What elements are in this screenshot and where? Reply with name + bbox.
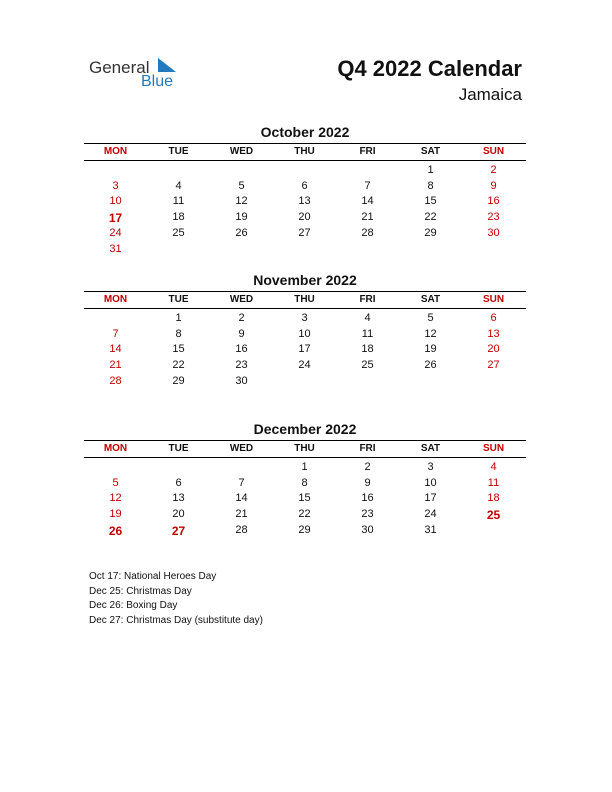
day-cell: 13 (487, 327, 500, 340)
page-title: Q4 2022 Calendar (337, 56, 522, 81)
weekday-header: WED (229, 294, 254, 305)
day-cell: 4 (364, 312, 371, 324)
weekday-header: SAT (420, 443, 441, 454)
day-cell: 29 (424, 226, 437, 239)
holiday-list (89, 571, 263, 629)
day-cell: 13 (298, 195, 311, 208)
page-subtitle: Jamaica (458, 85, 522, 104)
day-cell: 27 (171, 523, 186, 538)
day-cell: 14 (109, 343, 122, 356)
day-cell: 19 (109, 508, 122, 521)
weekday-header: SAT (420, 294, 441, 305)
day-cell: 15 (172, 343, 185, 356)
holiday-item: Dec 25: Christmas Day (89, 585, 192, 597)
day-cell: 5 (112, 476, 119, 489)
day-cell: 16 (361, 492, 374, 505)
weekday-header: SUN (482, 443, 505, 454)
day-cell: 30 (361, 523, 374, 536)
day-cell: 27 (487, 359, 500, 372)
weekday-header: FRI (359, 146, 376, 157)
month-title: October 2022 (260, 124, 350, 140)
day-cell: 23 (361, 508, 374, 521)
day-cell: 27 (298, 226, 311, 239)
weekday-header: SUN (482, 294, 505, 305)
day-cell: 9 (238, 327, 245, 340)
day-cell: 12 (235, 195, 248, 208)
weekday-header-row (84, 143, 526, 161)
day-cell: 21 (235, 508, 248, 521)
day-cell: 18 (361, 343, 374, 356)
day-cell: 4 (175, 179, 182, 192)
day-cell: 17 (298, 343, 311, 356)
day-cell: 18 (487, 492, 500, 505)
weekday-header: MON (103, 294, 128, 305)
day-cell: 9 (490, 179, 497, 192)
day-cell: 26 (108, 523, 123, 538)
generalblue-logo (89, 56, 189, 92)
weekday-header-row (84, 440, 526, 458)
weekday-header: MON (103, 146, 128, 157)
day-cell: 20 (172, 508, 185, 521)
weekday-header: TUE (168, 443, 189, 454)
holiday-item: Oct 17: National Heroes Day (89, 571, 217, 582)
weekday-header: FRI (359, 294, 376, 305)
day-cell: 6 (175, 476, 182, 489)
day-cell: 8 (175, 327, 182, 340)
weekday-header-row (84, 291, 526, 309)
weekday-header: SAT (420, 146, 441, 157)
day-cell: 28 (235, 523, 248, 536)
day-cell: 5 (427, 312, 434, 324)
day-cell: 14 (361, 195, 374, 208)
day-cell: 10 (109, 195, 122, 208)
day-cell: 11 (487, 476, 500, 489)
day-cell: 17 (424, 492, 437, 505)
day-cell: 25 (172, 226, 185, 239)
day-cell: 22 (424, 211, 437, 224)
day-cell: 28 (109, 374, 122, 387)
day-cell: 22 (298, 508, 311, 521)
day-cell: 21 (361, 211, 374, 224)
day-cell: 7 (238, 476, 245, 489)
day-cell: 16 (235, 343, 248, 356)
day-cell: 4 (490, 461, 497, 473)
day-cell: 2 (490, 164, 497, 176)
day-cell: 8 (427, 179, 434, 192)
day-cell: 12 (424, 327, 437, 340)
day-cell: 31 (424, 523, 437, 536)
day-cell: 31 (109, 242, 122, 255)
weekday-header: THU (294, 146, 315, 157)
day-cell: 11 (361, 327, 374, 340)
day-cell: 29 (298, 523, 311, 536)
day-cell: 20 (487, 343, 500, 356)
day-cell: 25 (361, 359, 374, 372)
day-cell: 16 (487, 195, 500, 208)
day-cell: 29 (172, 374, 185, 387)
day-cell: 1 (175, 312, 182, 324)
day-cell: 6 (301, 179, 308, 192)
day-cell: 12 (109, 492, 122, 505)
logo-text-blue: Blue (141, 73, 174, 90)
day-cell: 24 (424, 508, 437, 521)
day-cell: 19 (424, 343, 437, 356)
day-cell: 14 (235, 492, 248, 505)
day-cell: 1 (427, 164, 434, 176)
weekday-header: SUN (482, 146, 505, 157)
day-cell: 25 (486, 508, 501, 523)
weekday-header: MON (103, 443, 128, 454)
day-cell: 2 (238, 312, 245, 324)
weekday-header: WED (229, 443, 254, 454)
holiday-item: Dec 26: Boxing Day (89, 600, 178, 611)
day-cell: 1 (301, 461, 308, 473)
day-cell: 15 (424, 195, 437, 208)
day-cell: 26 (235, 226, 248, 239)
day-cell: 23 (487, 211, 500, 224)
weekday-header: THU (294, 443, 315, 454)
month-title: November 2022 (253, 272, 357, 288)
day-cell: 11 (172, 195, 185, 208)
weekday-header: FRI (359, 443, 376, 454)
day-cell: 15 (298, 492, 311, 505)
logo-triangle-icon (158, 58, 178, 74)
day-cell: 23 (235, 359, 248, 372)
day-cell: 30 (487, 226, 500, 239)
day-cell: 3 (301, 312, 308, 324)
day-cell: 24 (109, 226, 122, 239)
day-cell: 8 (301, 476, 308, 489)
weekday-header: THU (294, 294, 315, 305)
weekday-header: TUE (168, 294, 189, 305)
day-cell: 28 (361, 226, 374, 239)
day-cell: 5 (238, 179, 245, 192)
day-cell: 7 (112, 327, 119, 340)
day-cell: 6 (490, 312, 497, 324)
day-cell: 2 (364, 461, 371, 473)
day-cell: 26 (424, 359, 437, 372)
day-cell: 17 (108, 211, 123, 226)
day-cell: 24 (298, 359, 311, 372)
day-cell: 13 (172, 492, 185, 505)
day-cell: 22 (172, 359, 185, 372)
weekday-header: WED (229, 146, 254, 157)
day-cell: 3 (427, 461, 434, 473)
day-cell: 30 (235, 374, 248, 387)
day-cell: 9 (364, 476, 371, 489)
holiday-item: Dec 27: Christmas Day (substitute day) (89, 614, 263, 626)
day-cell: 7 (364, 179, 371, 192)
day-cell: 10 (298, 327, 311, 340)
logo-text-general: General (89, 58, 150, 77)
day-cell: 10 (424, 476, 437, 489)
day-cell: 21 (109, 359, 122, 372)
day-cell: 19 (235, 211, 248, 224)
day-cell: 3 (112, 179, 119, 192)
weekday-header: TUE (168, 146, 189, 157)
day-cell: 20 (298, 211, 311, 224)
day-cell: 18 (172, 211, 185, 224)
month-title: December 2022 (253, 421, 357, 437)
